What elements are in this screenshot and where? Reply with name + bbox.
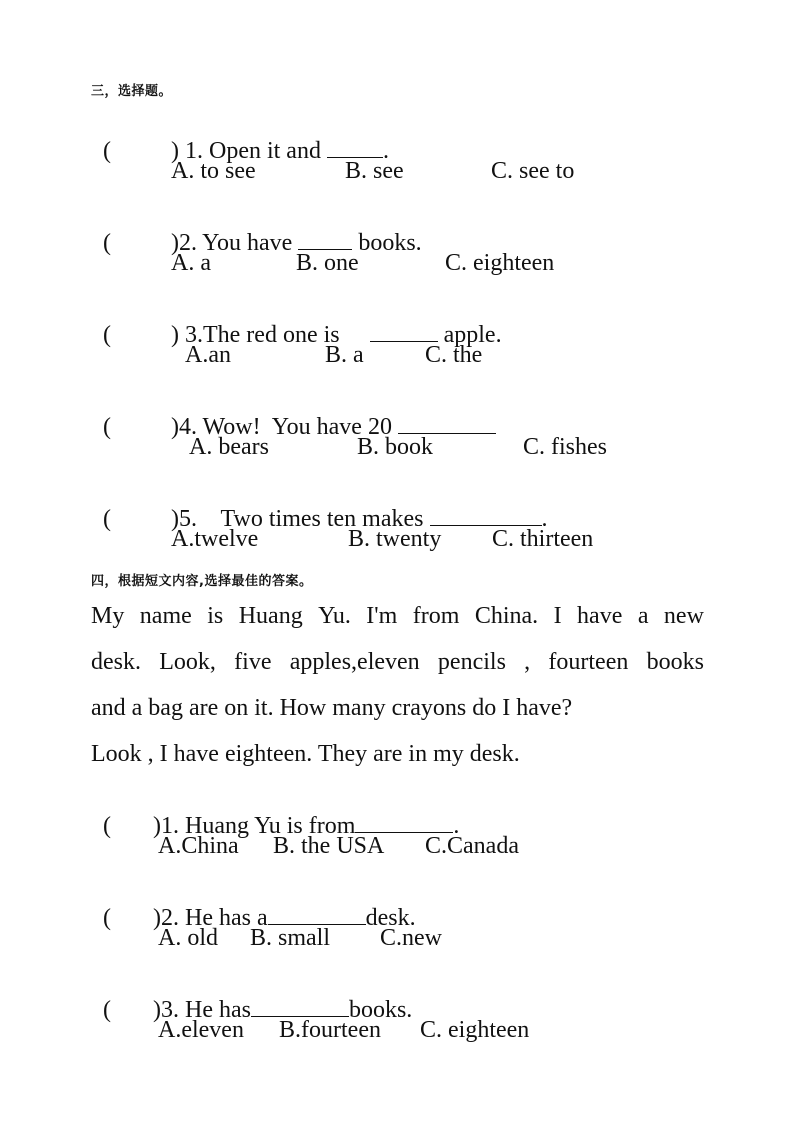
answer-blank <box>398 413 496 434</box>
question-stem: 1. Open it and <box>178 138 327 164</box>
option-b[interactable]: B. twenty <box>348 526 442 552</box>
answer-blank <box>298 229 352 250</box>
option-c[interactable]: C.Canada <box>425 833 519 859</box>
word: Look, <box>159 649 216 675</box>
option-b[interactable]: B. the USA <box>273 833 385 859</box>
question-stem: 2. He has a <box>160 905 268 931</box>
option-b[interactable]: B. one <box>296 250 359 276</box>
answer-paren[interactable]: ( ) <box>103 506 179 532</box>
word: Huang <box>238 603 303 629</box>
question-stem-end: books. <box>348 997 413 1023</box>
word: books <box>646 649 704 675</box>
word: pencils <box>437 649 506 675</box>
answer-paren[interactable]: ( ) <box>103 905 161 931</box>
option-a[interactable]: A. a <box>171 250 211 276</box>
word: desk. <box>91 649 141 675</box>
option-a[interactable]: A.eleven <box>158 1017 244 1043</box>
s4-question-1 <box>91 788 459 838</box>
s3-question-4 <box>91 389 496 439</box>
answer-blank <box>355 812 453 833</box>
s3-q5-options <box>0 527 794 555</box>
question-stem-end: apple. <box>437 322 502 348</box>
passage-line-3: and a bag are on it. How many crayons do I have? <box>91 695 573 721</box>
option-a[interactable]: A. to see <box>171 158 256 184</box>
option-c[interactable]: C. fishes <box>523 434 607 460</box>
answer-blank <box>327 137 383 158</box>
word: China. <box>474 603 539 629</box>
s3-question-1 <box>91 113 389 163</box>
s4-question-2 <box>91 880 416 930</box>
section4-heading: 四，根据短文内容,选择最佳的答案。 <box>91 574 313 589</box>
option-c[interactable]: C. the <box>425 342 483 368</box>
answer-paren[interactable]: ( ) <box>103 230 179 256</box>
option-a[interactable]: A. bears <box>189 434 269 460</box>
question-stem: 3.The red one is <box>178 322 370 348</box>
option-c[interactable]: C. thirteen <box>492 526 594 552</box>
s3-q2-options <box>0 251 794 279</box>
option-b[interactable]: B.fourteen <box>279 1017 381 1043</box>
question-stem-end: . <box>453 813 460 839</box>
question-stem-end: . <box>541 506 548 532</box>
s4-q2-options <box>0 926 794 954</box>
word: a <box>637 603 649 629</box>
word: name <box>139 603 192 629</box>
option-b[interactable]: B. book <box>357 434 434 460</box>
s4-q1-options <box>0 834 794 862</box>
word: I'm <box>366 603 398 629</box>
passage-line-2 <box>91 650 704 674</box>
reading-passage <box>91 604 704 774</box>
question-stem-end: desk. <box>365 905 416 931</box>
passage-line-4: Look , I have eighteen. They are in my desk. <box>91 741 520 767</box>
answer-paren[interactable]: ( ) <box>103 414 179 440</box>
word: , <box>524 649 531 675</box>
word: fourteen <box>548 649 629 675</box>
answer-blank <box>370 321 438 342</box>
answer-blank <box>268 904 366 925</box>
word: have <box>577 603 623 629</box>
question-stem: 3. He has <box>160 997 251 1023</box>
answer-paren[interactable]: ( ) <box>103 322 179 348</box>
s3-question-3 <box>91 297 502 347</box>
s4-question-3 <box>91 972 412 1022</box>
answer-blank <box>251 996 349 1017</box>
option-a[interactable]: A.twelve <box>171 526 259 552</box>
passage-line-1 <box>91 604 704 628</box>
question-stem: 2. You have <box>178 230 299 256</box>
s3-question-5 <box>91 481 548 531</box>
question-stem-end: books. <box>352 230 422 256</box>
word: new <box>663 603 704 629</box>
option-c[interactable]: C.new <box>380 925 442 951</box>
option-b[interactable]: B. small <box>250 925 331 951</box>
s4-q3-options <box>0 1018 794 1046</box>
s3-q3-options <box>0 343 794 371</box>
word: I <box>553 603 562 629</box>
word: from <box>412 603 460 629</box>
question-stem-end: . <box>382 138 389 164</box>
option-b[interactable]: B. a <box>325 342 364 368</box>
option-a[interactable]: A.China <box>158 833 239 859</box>
option-c[interactable]: C. eighteen <box>445 250 555 276</box>
answer-paren[interactable]: ( ) <box>103 813 161 839</box>
word: My <box>91 603 125 629</box>
option-a[interactable]: A.an <box>185 342 231 368</box>
word: five <box>234 649 272 675</box>
s3-question-2 <box>91 205 422 255</box>
s3-q1-options <box>0 159 794 187</box>
option-c[interactable]: C. eighteen <box>420 1017 530 1043</box>
option-b[interactable]: B. see <box>345 158 404 184</box>
word: is <box>207 603 224 629</box>
answer-paren[interactable]: ( ) <box>103 997 161 1023</box>
option-a[interactable]: A. old <box>158 925 218 951</box>
word: Yu. <box>318 603 351 629</box>
section3-heading: 三，选择题。 <box>91 84 173 99</box>
question-stem: 5. Two times ten makes <box>178 506 430 532</box>
answer-paren[interactable]: ( ) <box>103 138 179 164</box>
s3-q4-options <box>0 435 794 463</box>
question-stem: 4. Wow! You have 20 <box>178 414 398 440</box>
answer-blank <box>430 505 542 526</box>
word: apples,eleven <box>289 649 420 675</box>
question-stem: 1. Huang Yu is from <box>160 813 356 839</box>
option-c[interactable]: C. see to <box>491 158 575 184</box>
